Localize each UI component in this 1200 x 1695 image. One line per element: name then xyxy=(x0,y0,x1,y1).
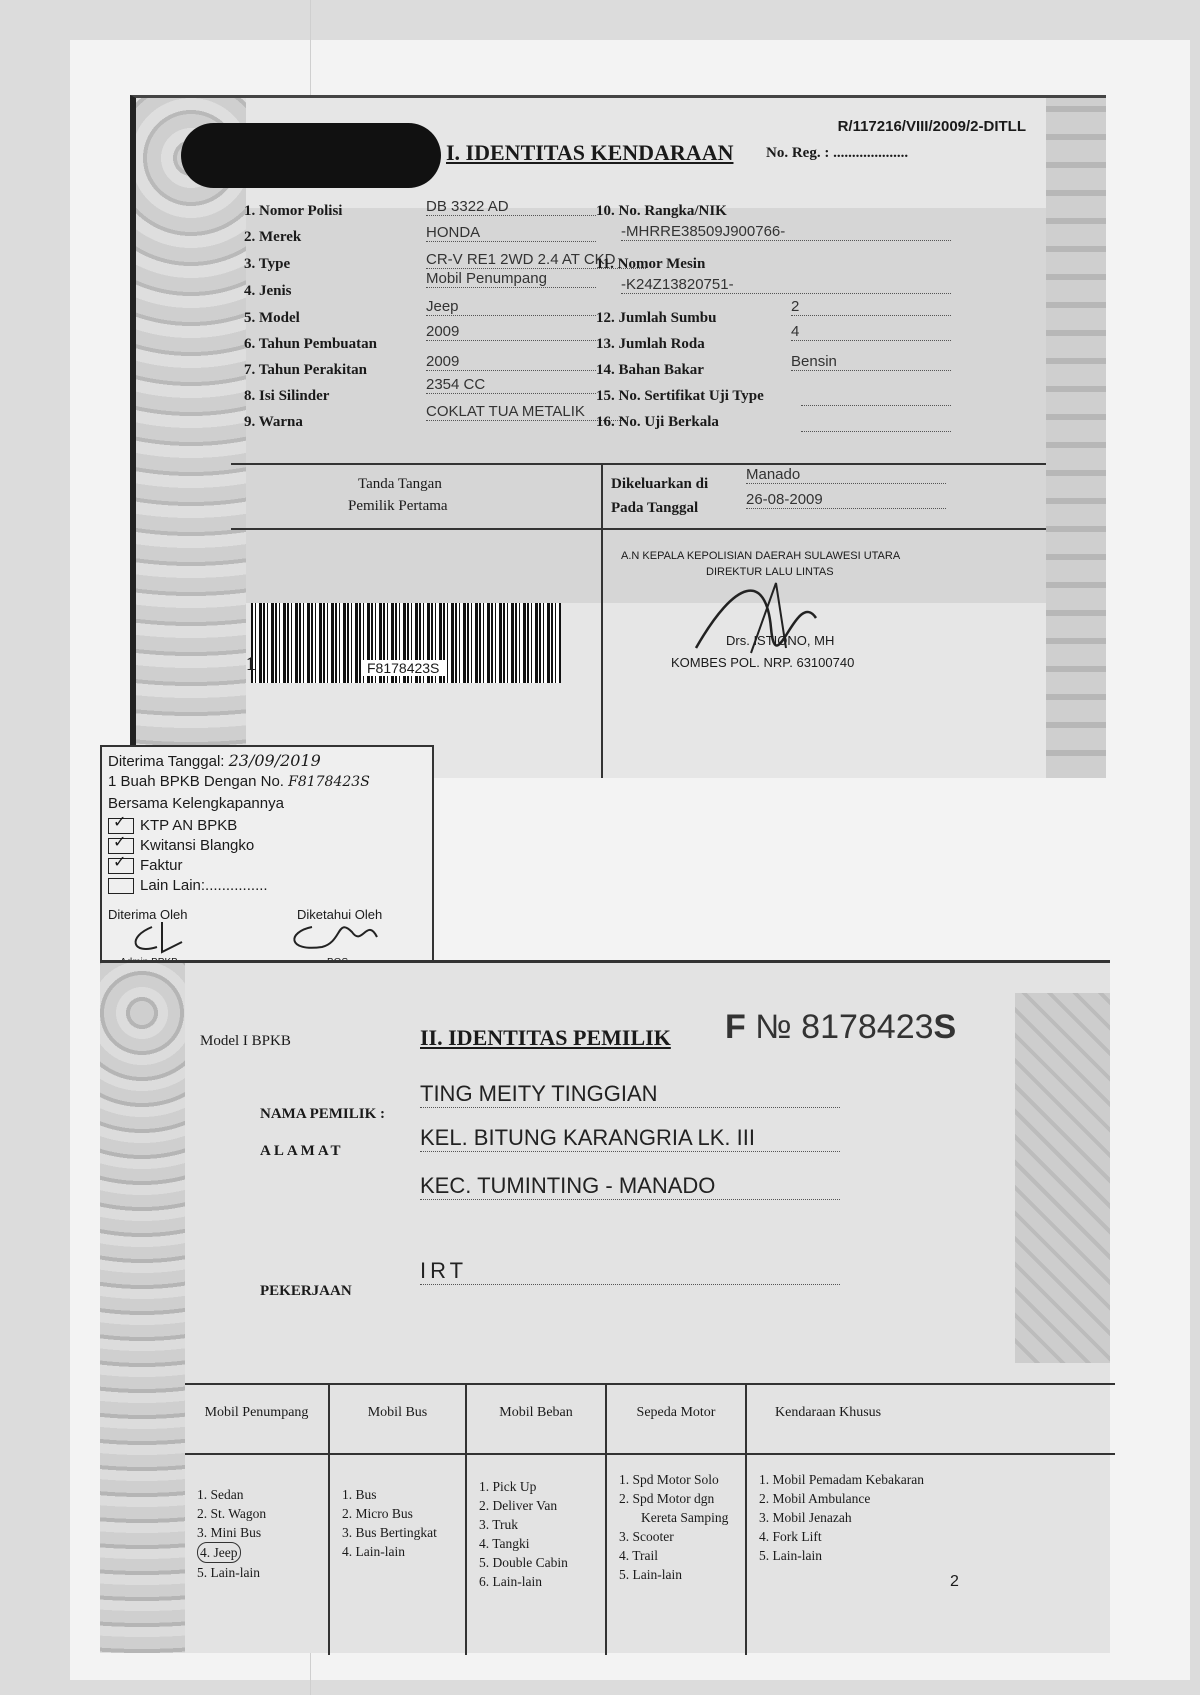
bpkb-number-value: F8178423S xyxy=(288,774,370,790)
with-items-label: Bersama Kelengkapannya xyxy=(108,795,284,812)
receipt-stamp xyxy=(100,745,434,979)
list-item: 1. Bus xyxy=(342,1487,377,1502)
field-label-tahun-perakitan: 7. Tahun Perakitan xyxy=(244,362,367,378)
field-label-jenis: 4. Jenis xyxy=(244,283,292,299)
field-label-jumlah-sumbu: 12. Jumlah Sumbu xyxy=(596,310,717,326)
serial-value: № 8178423 xyxy=(755,1008,934,1046)
list-item: 5. Lain-lain xyxy=(619,1567,682,1582)
category-list xyxy=(479,1477,568,1591)
decorative-border-left xyxy=(136,98,246,778)
page-number-1: 1 xyxy=(246,653,256,675)
redaction-mark xyxy=(181,123,441,188)
list-item: 1. Pick Up xyxy=(479,1479,537,1494)
divider-line xyxy=(231,528,1046,530)
list-item: 4. Trail xyxy=(619,1548,659,1563)
field-value-model: Jeep xyxy=(426,298,596,316)
issued-date-label: Pada Tanggal xyxy=(611,500,699,516)
field-value-warna: COKLAT TUA METALIK xyxy=(426,403,626,421)
serial-prefix: F xyxy=(725,1008,746,1046)
checkbox-lain[interactable] xyxy=(108,877,268,894)
officer-rank: KOMBES POL. NRP. 63100740 xyxy=(671,655,855,670)
category-list xyxy=(342,1485,437,1561)
serial-number xyxy=(725,1008,956,1047)
received-date-value: 23/09/2019 xyxy=(228,751,321,770)
field-value-jenis: Mobil Penumpang xyxy=(426,270,596,288)
category-header: Mobil Bus xyxy=(367,1405,428,1420)
field-label-nomor-mesin: 11. Nomor Mesin xyxy=(596,256,706,272)
category-column xyxy=(467,1385,607,1655)
list-item: 1. Mobil Pemadam Kebakaran xyxy=(759,1472,924,1487)
field-label-sertifikat-uji: 15. No. Sertifikat Uji Type xyxy=(596,388,764,404)
admin-signature xyxy=(122,917,212,957)
field-label-merek: 2. Merek xyxy=(244,229,302,245)
decorative-border-left xyxy=(100,963,185,1653)
received-date-label: Diterima Tanggal: xyxy=(108,753,225,770)
divider-line xyxy=(601,463,603,778)
section-title-1: I. IDENTITAS KENDARAAN xyxy=(446,140,734,165)
field-value-type: CR-V RE1 2WD 2.4 AT CKD xyxy=(426,251,646,269)
owner-label: NAMA PEMILIK : xyxy=(260,1106,385,1122)
bpkb-number-label: 1 Buah BPKB Dengan No. xyxy=(108,773,284,790)
list-item: 3. Truk xyxy=(479,1517,519,1532)
list-item: 2. St. Wagon xyxy=(197,1506,267,1521)
field-value-sertifikat-uji xyxy=(801,388,951,406)
list-item: 4. Fork Lift xyxy=(759,1529,822,1544)
field-label-bahan-bakar: 14. Bahan Bakar xyxy=(596,362,704,378)
field-label-type: 3. Type xyxy=(244,256,291,272)
list-item: 5. Lain-lain xyxy=(197,1565,260,1580)
category-column xyxy=(607,1385,747,1655)
model-label: Model I BPKB xyxy=(200,1033,291,1049)
category-list xyxy=(619,1470,728,1584)
category-header: Sepeda Motor xyxy=(636,1405,716,1420)
field-value-nomor-polisi: DB 3322 AD xyxy=(426,198,596,216)
vehicle-category-table xyxy=(185,1383,1115,1655)
checkbox-ktp-label: KTP AN BPKB xyxy=(140,817,238,834)
field-value-tahun-pembuatan: 2009 xyxy=(426,323,596,341)
category-header: Kendaraan Khusus xyxy=(775,1405,882,1420)
reference-number: R/117216/VIII/2009/2-DITLL xyxy=(837,118,1026,135)
section-title-2: II. IDENTITAS PEMILIK xyxy=(420,1025,671,1050)
field-label-warna: 9. Warna xyxy=(244,414,303,430)
list-item: 2. Spd Motor dgn xyxy=(619,1491,715,1506)
list-item: 2. Mobil Ambulance xyxy=(759,1491,871,1506)
checkbox-faktur-label: Faktur xyxy=(140,857,183,874)
authority-line-1: A.N KEPALA KEPOLISIAN DAERAH SULAWESI UTARA xyxy=(621,550,901,562)
owner-sign-label-2: Pemilik Pertama xyxy=(348,498,448,514)
authority-line-2: DIREKTUR LALU LINTAS xyxy=(706,566,834,578)
field-label-nomor-polisi: 1. Nomor Polisi xyxy=(244,203,343,219)
page-identitas-pemilik xyxy=(100,960,1110,1653)
list-item: 4. Lain-lain xyxy=(342,1544,405,1559)
field-value-uji-berkala xyxy=(801,414,951,432)
serial-suffix: S xyxy=(933,1008,957,1046)
registration-number: No. Reg. : .................... xyxy=(766,145,909,161)
field-label-no-rangka: 10. No. Rangka/NIK xyxy=(596,203,727,219)
field-value-nomor-mesin: -K24Z13820751- xyxy=(621,276,951,294)
category-column xyxy=(747,1385,997,1655)
issued-date-value: 26-08-2009 xyxy=(746,491,946,509)
field-label-tahun-pembuatan: 6. Tahun Pembuatan xyxy=(244,336,377,352)
list-item: 2. Micro Bus xyxy=(342,1506,413,1521)
category-list xyxy=(197,1485,266,1582)
list-item: 3. Scooter xyxy=(619,1529,674,1544)
page-identitas-kendaraan xyxy=(130,95,1106,778)
list-item: 5. Double Cabin xyxy=(479,1555,568,1570)
job-value: IRT xyxy=(420,1258,840,1285)
checkbox-lain-box[interactable] xyxy=(108,878,134,894)
field-value-bahan-bakar: Bensin xyxy=(791,353,951,371)
boss-signature xyxy=(282,912,402,957)
field-label-jumlah-roda: 13. Jumlah Roda xyxy=(596,336,705,352)
checkbox-faktur[interactable] xyxy=(108,857,183,874)
known-by-label: Diketahui Oleh xyxy=(297,907,383,922)
received-by-label: Diterima Oleh xyxy=(108,907,188,922)
issued-at-label: Dikeluarkan di xyxy=(611,476,709,492)
category-column xyxy=(185,1385,330,1655)
category-column xyxy=(330,1385,467,1655)
list-item: 6. Lain-lain xyxy=(479,1574,542,1589)
owner-sign-label-1: Tanda Tangan xyxy=(358,476,442,492)
list-item: 4. Jeep xyxy=(197,1542,241,1563)
field-label-isi-silinder: 8. Isi Silinder xyxy=(244,388,330,404)
checkbox-lain-label: Lain Lain:............... xyxy=(140,877,268,894)
field-value-jumlah-roda: 4 xyxy=(791,323,951,341)
address-line-1: KEL. BITUNG KARANGRIA LK. III xyxy=(420,1125,840,1152)
category-header: Mobil Penumpang xyxy=(204,1405,309,1420)
field-label-model: 5. Model xyxy=(244,310,300,326)
list-item: 5. Lain-lain xyxy=(759,1548,822,1563)
decorative-border-right xyxy=(1046,98,1106,778)
list-item: 3. Mini Bus xyxy=(197,1525,262,1540)
field-label-uji-berkala: 16. No. Uji Berkala xyxy=(596,414,719,430)
list-item: 2. Deliver Van xyxy=(479,1498,558,1513)
officer-name: Drs. ISTIONO, MH xyxy=(726,633,835,648)
issued-at-value: Manado xyxy=(746,466,946,484)
field-value-isi-silinder: 2354 CC xyxy=(426,376,596,394)
list-item: 1. Spd Motor Solo xyxy=(619,1472,719,1487)
list-item: 4. Tangki xyxy=(479,1536,530,1551)
list-item: 3. Bus Bertingkat xyxy=(342,1525,437,1540)
list-item: 3. Mobil Jenazah xyxy=(759,1510,852,1525)
checkbox-kwitansi[interactable] xyxy=(108,837,254,854)
checkbox-kwitansi-label: Kwitansi Blangko xyxy=(140,837,255,854)
field-value-no-rangka: -MHRRE38509J900766- xyxy=(621,223,951,241)
category-list xyxy=(759,1470,924,1565)
category-header: Mobil Beban xyxy=(499,1405,573,1420)
address-line-2: KEC. TUMINTING - MANADO xyxy=(420,1173,840,1200)
owner-value: TING MEITY TINGGIAN xyxy=(420,1081,840,1108)
field-value-tahun-perakitan: 2009 xyxy=(426,353,596,371)
address-label: ALAMAT xyxy=(260,1143,344,1159)
field-value-jumlah-sumbu: 2 xyxy=(791,298,951,316)
list-item: Kereta Samping xyxy=(641,1510,729,1525)
list-item: 1. Sedan xyxy=(197,1487,244,1502)
job-label: PEKERJAAN xyxy=(260,1283,352,1299)
page-number-2: 2 xyxy=(950,1573,959,1590)
decorative-border-right xyxy=(1015,993,1110,1363)
checkbox-ktp[interactable] xyxy=(108,817,237,834)
field-value-merek: HONDA xyxy=(426,224,596,242)
checkbox-faktur-box[interactable] xyxy=(108,858,134,874)
barcode-number: F8178423S xyxy=(361,660,445,676)
divider-line xyxy=(231,463,1046,465)
